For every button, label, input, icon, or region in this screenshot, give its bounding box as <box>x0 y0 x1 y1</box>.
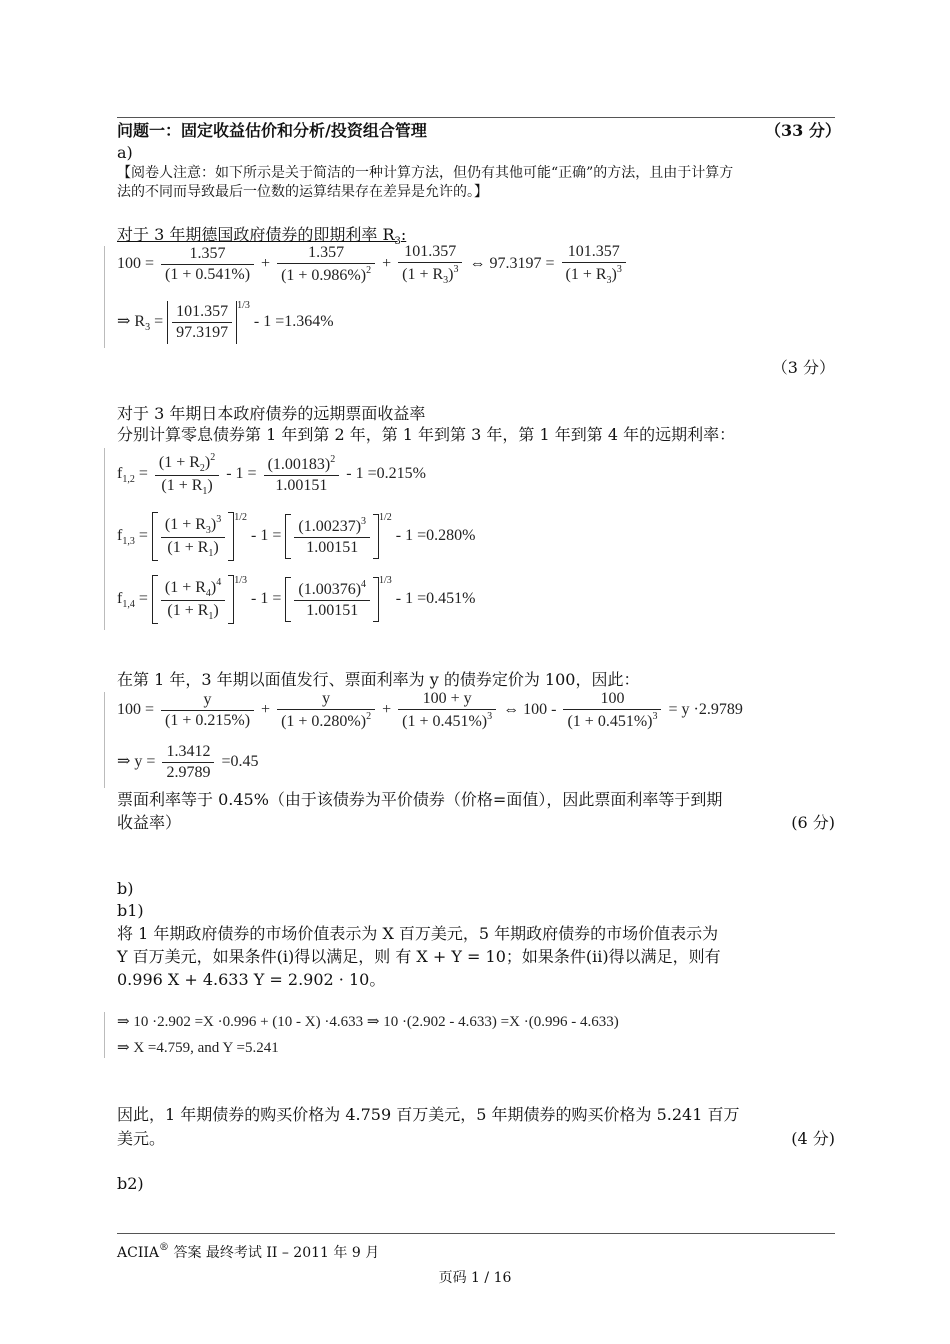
fraction: $\frac{101.357}{(1 + R_3)^3}$ <box>398 243 462 286</box>
forward-rate-f12: $f_{1,2}$ = $\frac{(1 + R_2)^2}{(1 + R_1)}$ - 1 = $\frac{(1.00183)^2}{1.00151}$ - 1 =0.215% <box>117 452 426 497</box>
equation-margin-bar <box>104 448 105 630</box>
coupon-conclusion-line1: 票面利率等于 0.45%（由于该债券为平价债券（价格=面值），因此票面利率等于到期 <box>117 790 723 809</box>
top-rule <box>117 117 835 118</box>
part-b1-label: b1) <box>117 901 144 920</box>
spot-rate-equation: 100 = $\frac{1.357}{(1 + 0.541\%)}$ + $\frac{1.357}{(1 + 0.986\%)^2}$ + $\frac{101.357}{(1 + R_3)^3}$ ⇔ 97.3197 = $\frac{101.357}{(1 + R_3)^3}$ <box>117 243 629 286</box>
section3-points: (6 分) <box>791 813 835 832</box>
coupon-result: ⇒ y = $\frac{1.3412}{2.9789}$ =0.45 <box>117 743 259 781</box>
forward-rate-intro: 分别计算零息债券第 1 年到第 2 年，第 1 年到第 3 年，第 1 年到第 4 年的远期利率： <box>117 425 736 444</box>
spot-rate-result: ⇒ $R_3$ = $\frac{101.357}{97.3197}$ $^{1/3}$ - 1 =1.364% <box>117 300 334 344</box>
forward-rate-f14: $f_{1,4}$ = $\frac{(1 + R_4)^4}{(1 + R_1)}$ $^{1/3}$ - 1 = $\frac{(1.00376)^4}{1.00151}$ $^{1/3}$ - 1 =0.451% <box>117 575 476 622</box>
portfolio-result: ⇒ X =4.759, and Y =5.241 <box>117 1040 279 1056</box>
equation-margin-bar <box>104 246 105 348</box>
b1-conclusion-line2: 美元。 <box>117 1129 166 1148</box>
section1-points: （3 分） <box>771 358 835 377</box>
portfolio-equation: ⇒ 10 ·2.902 =X ·0.996 + (10 - X) ·4.633 ⇒ 10 ·(2.902 - 4.633) =X ·(0.996 - 4.633) <box>117 1014 619 1030</box>
b1-text-line2: Y 百万美元，如果条件(i)得以满足，则 有 X + Y = 10；如果条件(ii)得以满足，则有 <box>117 947 721 966</box>
part-b-label: b) <box>117 879 134 898</box>
page-number: 页码 1 / 16 <box>438 1270 512 1286</box>
b1-conclusion-line1: 因此，1 年期债券的购买价格为 4.759 百万美元，5 年期债券的购买价格为 5.241 百万 <box>117 1105 740 1124</box>
equation-margin-bar <box>104 1012 105 1058</box>
part-b2-label: b2) <box>117 1174 144 1193</box>
grader-note-line2: 法的不同而导致最后一位数的运算结果存在差异是允许的。】 <box>117 184 488 200</box>
section4-points: (4 分) <box>791 1129 835 1148</box>
coupon-equation: 100 = $\frac{y}{(1 + 0.215\%)}$ + $\frac{y}{(1 + 0.280\%)^2}$ + $\frac{100 + y}{(1 + 0.451\%)^3}$ ⇔ 100 - $\frac{100}{(1 + 0.451\%)^3}$ = y ·2.9789 <box>117 690 743 730</box>
b1-text-line3: 0.996 X + 4.633 Y = 2.902 · 10。 <box>117 970 386 989</box>
fraction: $\frac{1.357}{(1 + 0.986\%)^2}$ <box>277 244 375 285</box>
forward-rate-f13: $f_{1,3}$ = $\frac{(1 + R_3)^3}{(1 + R_1)}$ $^{1/2}$ - 1 = $\frac{(1.00237)^3}{1.00151}$ $^{1/2}$ - 1 =0.280% <box>117 512 476 559</box>
grader-note-line1: 【阅卷人注意：如下所示是关于简洁的一种计算方法，但仍有其他可能“正确”的方法，且由于计算方 <box>117 165 734 181</box>
fraction: $\frac{1.357}{(1 + 0.541\%)}$ <box>161 245 254 284</box>
question-points: （33 分） <box>765 121 841 140</box>
coupon-conclusion-line2: 收益率） <box>117 813 182 832</box>
question-title: 问题一：固定收益估价和分析/投资组合管理 <box>117 121 427 140</box>
coupon-bond-intro: 在第 1 年，3 年期以面值发行、票面利率为 y 的债券定价为 100，因此： <box>117 670 640 689</box>
part-a-label: a) <box>117 143 133 162</box>
spot-rate-heading: 对于 3 年期德国政府债券的即期利率 $R_3$: <box>117 225 407 247</box>
footer-caption: ACIIA® 答案 最终考试 II – 2011 年 9 月 <box>117 1242 380 1261</box>
b1-text-line1: 将 1 年期政府债券的市场价值表示为 X 百万美元，5 年期政府债券的市场价值表示为 <box>117 924 719 943</box>
footer-rule <box>117 1233 835 1234</box>
forward-rate-heading: 对于 3 年期日本政府债券的远期票面收益率 <box>117 404 426 423</box>
equation-margin-bar <box>104 692 105 788</box>
fraction: $\frac{101.357}{(1 + R_3)^3}$ <box>562 243 626 286</box>
